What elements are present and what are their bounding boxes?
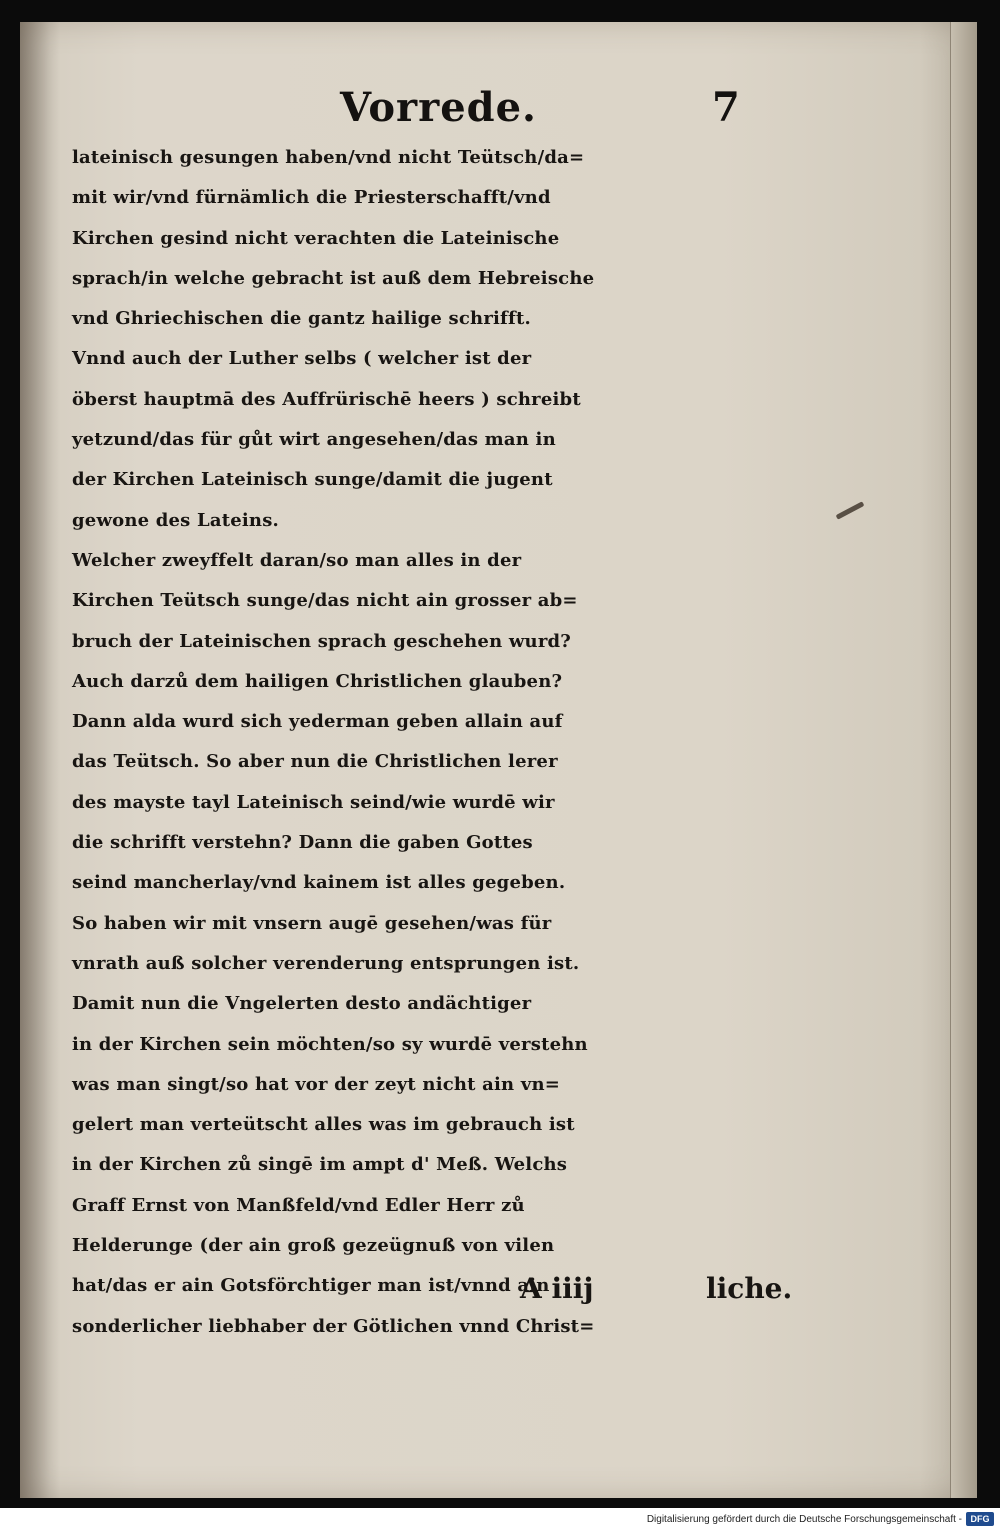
text-line: Graff Ernst von Manßfeld/vnd Edler Herr zů — [72, 1194, 525, 1216]
text-line: öberst hauptmā des Auffrürischē heers ) schreibt — [72, 388, 581, 410]
text-line: sonderlicher liebhaber der Götlichen vnnd Christ= — [72, 1315, 595, 1337]
spine-shadow — [20, 22, 60, 1498]
text-line: sprach/in welche gebracht ist auß dem Hebreische — [72, 267, 595, 289]
text-line: Auch darzů dem hailigen Christlichen glauben? — [72, 670, 563, 692]
text-line: yetzund/das für gůt wirt angesehen/das man in — [72, 429, 556, 451]
funding-credit: Digitalisierung gefördert durch die Deutsche Forschungsgemeinschaft - — [646, 1514, 962, 1525]
text-line: Helderunge (der ain groß gezeügnuß von vilen — [72, 1235, 555, 1257]
text-line: Welcher zweyffelt daran/so man alles in der — [72, 549, 522, 571]
text-line: Kirchen gesind nicht verachten die Lateinische — [72, 227, 560, 249]
text-line: Damit nun die Vngelerten desto andächtiger — [72, 993, 532, 1015]
running-header — [340, 84, 760, 134]
text-line: gewone des Lateins. — [72, 509, 279, 531]
text-line: vnrath auß solcher verenderung entsprungen ist. — [72, 952, 580, 974]
page-edge — [950, 22, 977, 1498]
text-line: hat/das er ain Gotsförchtiger man ist/vnnd ain — [72, 1275, 550, 1297]
text-line: gelert man verteütscht alles was im gebrauch ist — [72, 1114, 575, 1136]
text-line: der Kirchen Lateinisch sunge/damit die jugent — [72, 469, 553, 491]
text-line: Vnnd auch der Luther selbs ( welcher ist der — [72, 348, 532, 370]
text-line: die schrifft verstehn? Dann die gaben Gottes — [72, 832, 533, 854]
text-line: was man singt/so hat vor der zeyt nicht ain vn= — [72, 1073, 561, 1095]
text-line: So haben wir mit vnsern augē gesehen/was für — [72, 912, 552, 934]
signature-mark: A iiij — [520, 1272, 594, 1305]
page-number: 7 — [712, 84, 741, 131]
text-line: lateinisch gesungen haben/vnd nicht Teütsch/da= — [72, 147, 585, 168]
text-line: in der Kirchen sein möchten/so sy wurdē verstehn — [72, 1033, 588, 1055]
body-text — [72, 138, 792, 1347]
text-line: bruch der Lateinischen sprach geschehen wurd? — [72, 630, 572, 652]
text-line: Kirchen Teütsch sunge/das nicht ain grosser ab= — [72, 590, 578, 612]
text-line: des mayste tayl Lateinisch seind/wie wurdē wir — [72, 791, 555, 813]
dfg-logo-icon: DFG — [966, 1512, 994, 1526]
text-line: das Teütsch. So aber nun die Christlichen lerer — [72, 751, 558, 773]
text-line: mit wir/vnd fürnämlich die Priesterschafft/vnd — [72, 187, 551, 209]
running-title: Vorrede. — [340, 84, 537, 131]
text-line: Dann alda wurd sich yederman geben allain auf — [72, 711, 563, 733]
page-footer — [520, 1272, 800, 1312]
text-line: in der Kirchen zů singē im ampt d' Meß. Welchs — [72, 1154, 568, 1176]
text-line: seind mancherlay/vnd kainem ist alles gegeben. — [72, 872, 566, 894]
text-line: vnd Ghriechischen die gantz hailige schrifft. — [72, 308, 531, 330]
catchword: liche. — [706, 1272, 793, 1305]
